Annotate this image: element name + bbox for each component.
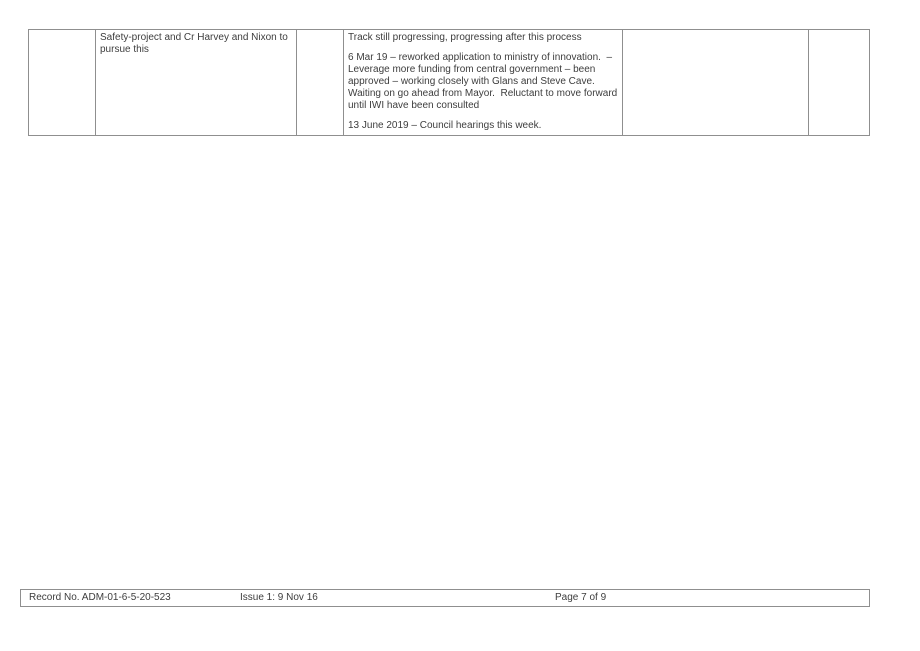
status-line: Waiting on go ahead from Mayor. Reluctant to move forward bbox=[348, 88, 618, 99]
status-line: Track still progressing, progressing after this process bbox=[348, 32, 582, 43]
footer-record-number: Record No. ADM-01-6-5-20-523 bbox=[29, 592, 171, 603]
status-line: until IWI have been consulted bbox=[348, 100, 480, 111]
table-cell-status bbox=[344, 30, 623, 136]
status-line: approved – working closely with Glans and Steve Cave. bbox=[348, 76, 595, 87]
status-line: 13 June 2019 – Council hearings this week. bbox=[348, 120, 542, 131]
page-footer bbox=[20, 589, 870, 607]
table-cell-empty-mid bbox=[297, 30, 344, 136]
table-cell-empty-right bbox=[623, 30, 809, 136]
action-line: Safety-project and Cr Harvey and Nixon to bbox=[100, 32, 288, 43]
status-paragraph-2 bbox=[348, 52, 618, 112]
footer-page-number: Page 7 of 9 bbox=[555, 592, 607, 603]
action-line: pursue this bbox=[100, 44, 149, 55]
minutes-table bbox=[28, 29, 870, 136]
action-paragraph bbox=[100, 32, 292, 56]
table-row bbox=[29, 30, 870, 136]
table-cell-empty-left bbox=[29, 30, 96, 136]
table-cell-action bbox=[96, 30, 297, 136]
status-line: 6 Mar 19 – reworked application to ministry of innovation. – bbox=[348, 52, 613, 63]
status-paragraph-1 bbox=[348, 32, 618, 44]
table-cell-empty-far-right bbox=[809, 30, 870, 136]
footer-issue-date: Issue 1: 9 Nov 16 bbox=[240, 592, 318, 603]
status-line: Leverage more funding from central government – been bbox=[348, 64, 596, 75]
status-paragraph-3 bbox=[348, 120, 618, 132]
